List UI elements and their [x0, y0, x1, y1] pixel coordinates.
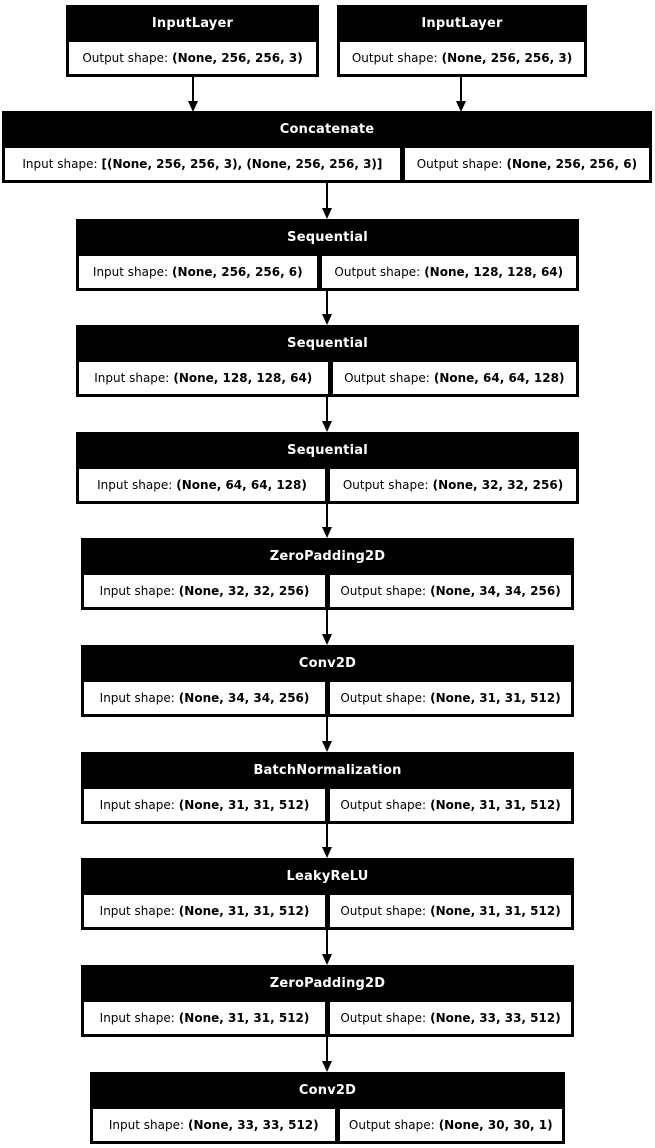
layer-title: Conv2D — [298, 1083, 357, 1098]
shape-label: Output shape: — [82, 51, 169, 65]
shape-row — [76, 256, 579, 291]
shape-row — [337, 42, 587, 77]
flow-arrow — [321, 504, 333, 538]
arrow-head-icon — [322, 954, 332, 965]
output-shape-cell — [340, 1109, 562, 1141]
input-shape-cell — [79, 469, 325, 501]
arrow-stem — [326, 1037, 328, 1061]
shape-value: (None, 256, 256, 6) — [506, 157, 638, 171]
shape-value: (None, 31, 31, 512) — [430, 904, 561, 918]
arrow-stem — [326, 397, 328, 421]
flow-arrow — [321, 824, 333, 858]
flow-arrow — [321, 930, 333, 965]
layer-title: ZeroPadding2D — [269, 976, 386, 991]
input-shape-cell — [93, 1109, 335, 1141]
shape-value: (None, 34, 34, 256) — [430, 584, 561, 598]
layer-node-zeropadding2d-1 — [81, 538, 574, 610]
shape-label: Output shape: — [334, 265, 421, 279]
shape-label: Input shape: — [94, 371, 170, 385]
shape-label: Input shape: — [97, 478, 173, 492]
shape-label: Output shape: — [351, 51, 438, 65]
shape-row — [76, 469, 579, 504]
arrow-stem — [326, 610, 328, 634]
shape-value: [(None, 256, 256, 3), (None, 256, 256, 3)] — [101, 157, 383, 171]
arrow-head-icon — [322, 741, 332, 752]
shape-value: (None, 32, 32, 256) — [432, 478, 564, 492]
input-shape-cell — [84, 789, 325, 821]
input-shape-cell — [84, 682, 325, 714]
input-shape-cell — [5, 148, 400, 180]
shape-label: Output shape: — [416, 157, 503, 171]
shape-value: (None, 33, 33, 512) — [430, 1011, 561, 1025]
layer-node-sequential-2 — [76, 325, 579, 397]
arrow-head-icon — [322, 314, 332, 325]
shape-label: Output shape: — [348, 1118, 435, 1132]
layer-title: InputLayer — [151, 16, 234, 31]
shape-label: Input shape: — [99, 584, 175, 598]
shape-value: (None, 64, 64, 128) — [176, 478, 307, 492]
shape-value: (None, 31, 31, 512) — [430, 691, 561, 705]
layer-title: Concatenate — [279, 122, 375, 137]
shape-value: (None, 256, 256, 3) — [172, 51, 303, 65]
layer-node-leakyrelu — [81, 858, 574, 930]
input-shape-cell — [84, 895, 325, 927]
layer-node-zeropadding2d-2 — [81, 965, 574, 1037]
arrow-head-icon — [322, 847, 332, 858]
shape-label: Input shape: — [92, 265, 169, 279]
arrow-stem — [460, 77, 462, 101]
output-shape-cell — [405, 148, 649, 180]
shape-label: Input shape: — [99, 904, 175, 918]
shape-row — [81, 575, 574, 610]
layer-node-conv2d-1 — [81, 645, 574, 717]
input-shape-cell — [79, 256, 317, 288]
output-shape-cell — [330, 1002, 571, 1034]
layer-title: Sequential — [287, 336, 368, 351]
layer-title: Conv2D — [298, 656, 357, 671]
layer-title: ZeroPadding2D — [269, 549, 386, 564]
output-shape-cell — [330, 895, 571, 927]
flow-arrow — [321, 1037, 333, 1072]
shape-label: Input shape: — [108, 1118, 185, 1132]
shape-row — [66, 42, 319, 77]
shape-label: Output shape: — [340, 1011, 427, 1025]
shape-row — [90, 1109, 565, 1144]
shape-value: (None, 31, 31, 512) — [178, 798, 310, 812]
flow-arrow — [321, 717, 333, 752]
arrow-stem — [326, 717, 328, 741]
shape-value: (None, 30, 30, 1) — [438, 1118, 553, 1132]
shape-row — [81, 895, 574, 930]
flow-arrow — [187, 77, 199, 112]
shape-value: (None, 128, 128, 64) — [173, 371, 313, 385]
arrow-head-icon — [322, 527, 332, 538]
shape-label: Output shape: — [344, 371, 430, 385]
shape-label: Input shape: — [99, 1011, 175, 1025]
shape-label: Input shape: — [22, 157, 98, 171]
layer-node-sequential-3 — [76, 432, 579, 504]
layer-title: BatchNormalization — [253, 763, 402, 778]
layer-title: InputLayer — [421, 16, 503, 31]
shape-row — [81, 789, 574, 824]
arrow-stem — [192, 77, 194, 101]
layer-title: Sequential — [287, 230, 368, 245]
shape-row — [81, 682, 574, 717]
output-shape-cell — [322, 256, 576, 288]
arrow-head-icon — [322, 1061, 332, 1072]
shape-value: (None, 31, 31, 512) — [178, 1011, 310, 1025]
shape-value: (None, 32, 32, 256) — [178, 584, 310, 598]
arrow-head-icon — [322, 208, 332, 219]
layer-node-inputlayer-1 — [66, 5, 319, 77]
input-shape-cell — [84, 1002, 325, 1034]
shape-value: (None, 34, 34, 256) — [178, 691, 310, 705]
shape-row — [2, 148, 652, 183]
output-shape-cell — [330, 575, 571, 607]
arrow-stem — [326, 291, 328, 314]
input-shape-cell — [84, 575, 325, 607]
arrow-stem — [326, 183, 328, 208]
shape-label: Input shape: — [99, 798, 175, 812]
arrow-stem — [326, 824, 328, 847]
flow-arrow — [321, 183, 333, 219]
shape-label: Output shape: — [340, 904, 427, 918]
shape-value: (None, 64, 64, 128) — [433, 371, 565, 385]
shape-value: (None, 31, 31, 512) — [430, 798, 561, 812]
flow-arrow — [455, 77, 467, 112]
output-shape-cell — [69, 42, 316, 74]
shape-value: (None, 256, 256, 3) — [441, 51, 573, 65]
flow-arrow — [321, 397, 333, 432]
output-shape-cell — [333, 362, 577, 394]
output-shape-cell — [330, 682, 571, 714]
arrow-stem — [326, 504, 328, 527]
shape-value: (None, 256, 256, 6) — [172, 265, 303, 279]
output-shape-cell — [340, 42, 584, 74]
layer-node-concatenate — [2, 111, 652, 183]
layer-title: Sequential — [287, 443, 368, 458]
shape-label: Output shape: — [340, 584, 427, 598]
layer-node-sequential-1 — [76, 219, 579, 291]
arrow-head-icon — [322, 421, 332, 432]
shape-row — [81, 1002, 574, 1037]
layer-node-batchnormalization — [81, 752, 574, 824]
output-shape-cell — [330, 469, 576, 501]
shape-value: (None, 33, 33, 512) — [188, 1118, 319, 1132]
shape-label: Output shape: — [340, 691, 427, 705]
shape-value: (None, 31, 31, 512) — [178, 904, 310, 918]
layer-node-inputlayer-2 — [337, 5, 587, 77]
output-shape-cell — [330, 789, 571, 821]
arrow-head-icon — [322, 634, 332, 645]
shape-label: Output shape: — [340, 798, 427, 812]
layer-node-conv2d-2 — [90, 1072, 565, 1144]
shape-row — [76, 362, 579, 397]
shape-label: Output shape: — [342, 478, 429, 492]
arrow-stem — [326, 930, 328, 954]
shape-value: (None, 128, 128, 64) — [424, 265, 564, 279]
flow-arrow — [321, 610, 333, 645]
layer-title: LeakyReLU — [286, 869, 369, 884]
input-shape-cell — [79, 362, 328, 394]
shape-label: Input shape: — [99, 691, 175, 705]
flow-arrow — [321, 291, 333, 325]
